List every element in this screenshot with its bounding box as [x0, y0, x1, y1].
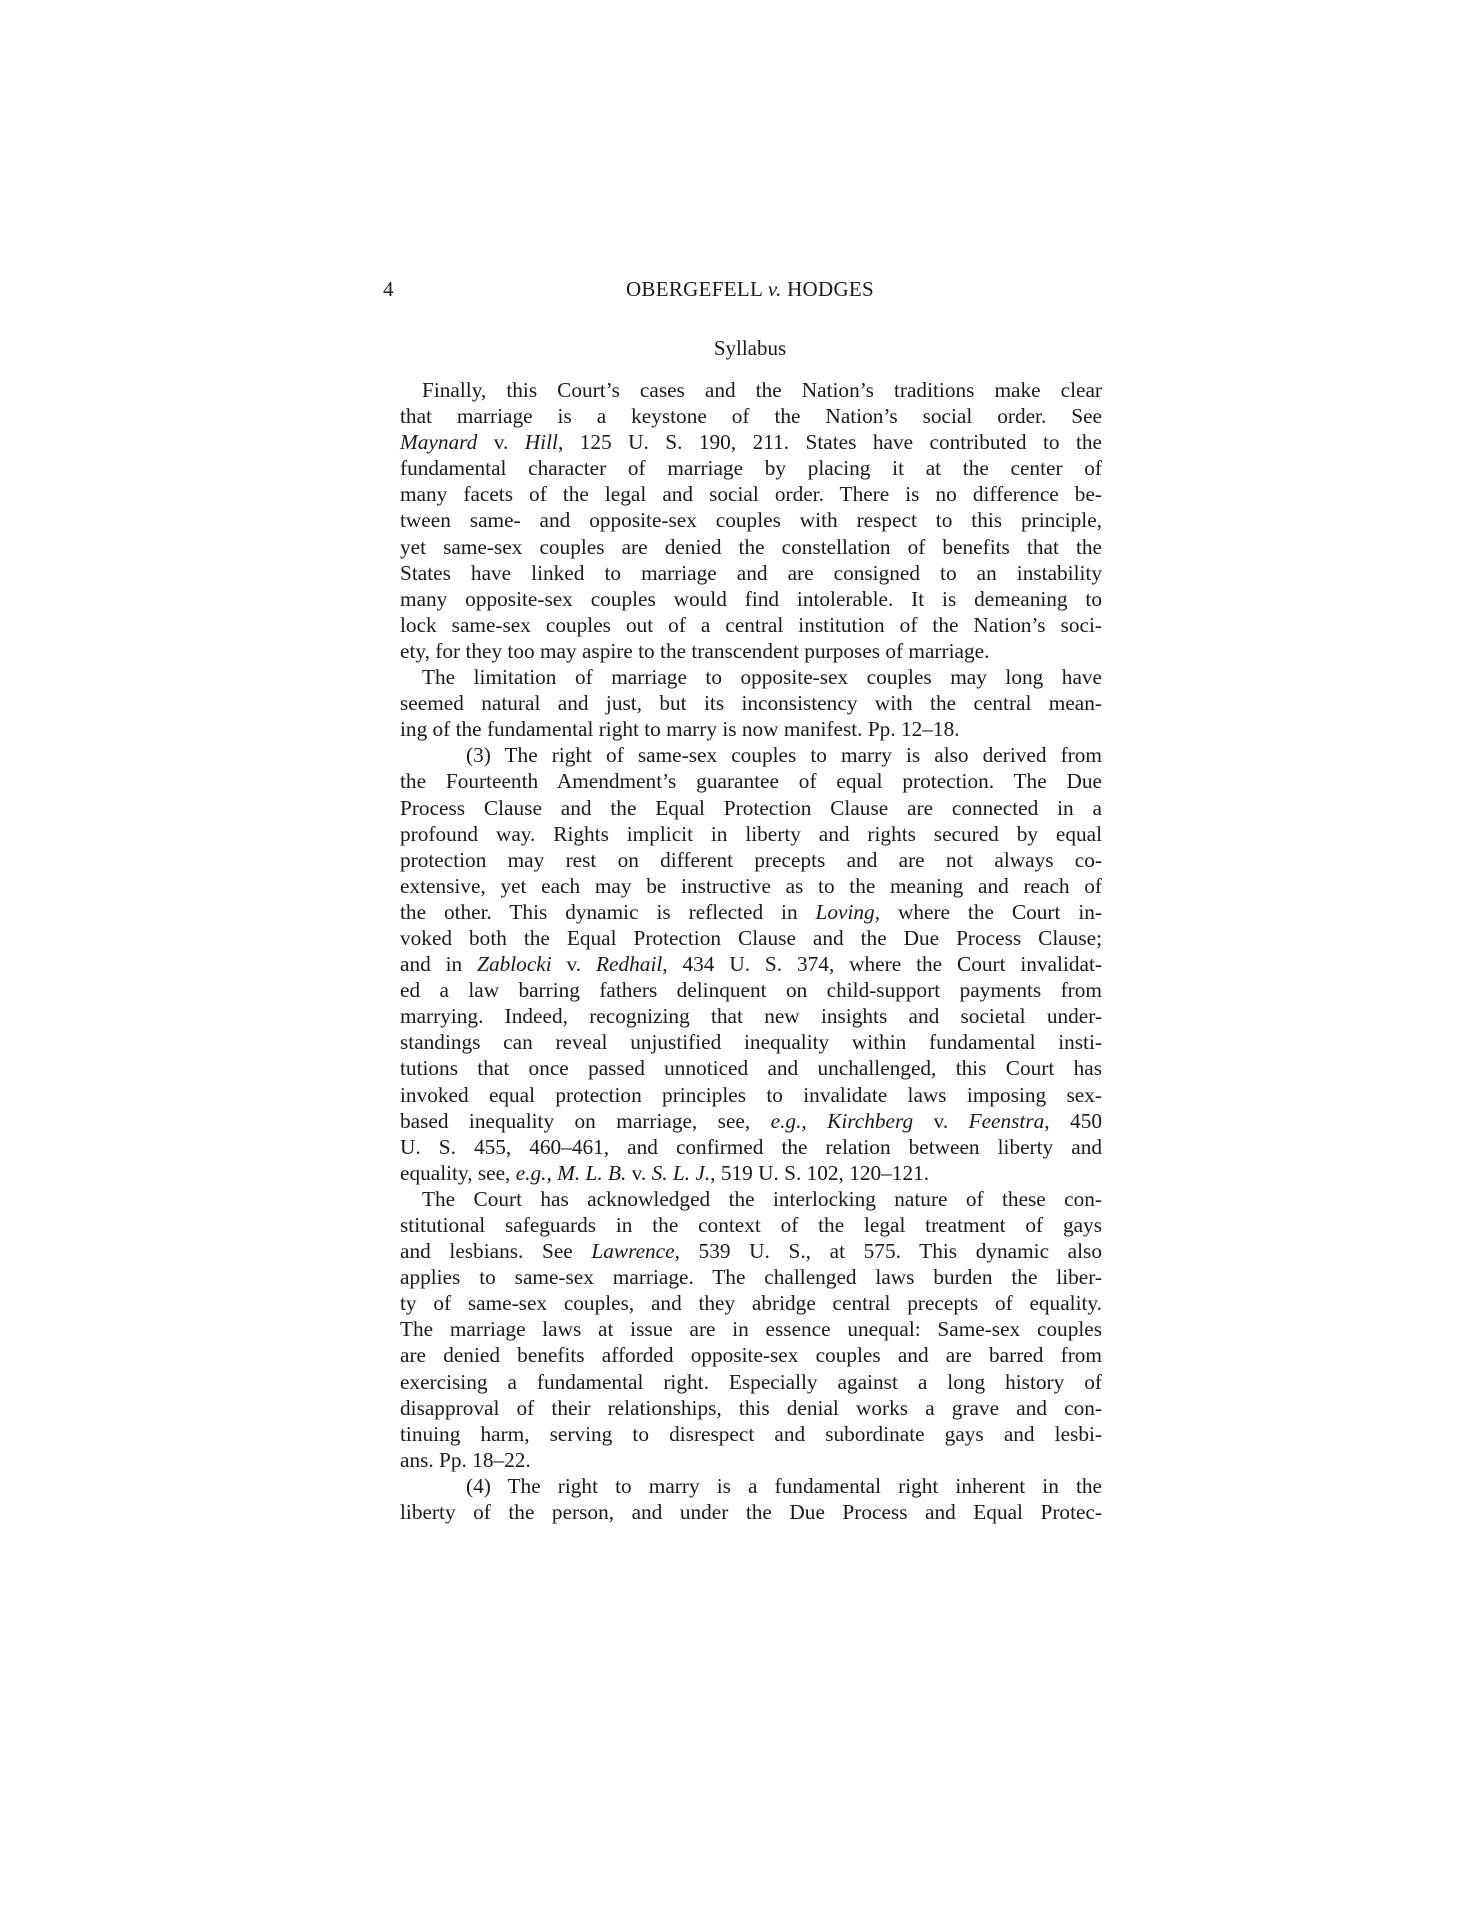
text-line [400, 899, 1102, 925]
case-title-part1: OBERGEFELL [625, 277, 768, 301]
text-run: Process Clause and the Equal Protection Clause are connected in a [400, 795, 1102, 820]
text-line [400, 873, 1102, 899]
text-run: standings can reveal unjustified inequality within fundamental insti- [400, 1030, 1102, 1055]
text-line [400, 690, 1102, 716]
text-run: profound way. Rights implicit in liberty and rights secured by equal [400, 821, 1102, 846]
text-run: ety, for they too may aspire to the transcendent purposes of marriage. [400, 638, 990, 663]
text-run: liberty of the person, and under the Due Process and Equal Protec- [400, 1500, 1102, 1525]
text-line [400, 377, 1102, 403]
page-number: 4 [383, 277, 394, 301]
text-line [400, 742, 1102, 768]
text-run: ing of the fundamental right to marry is now manifest. Pp. 12–18. [400, 717, 960, 742]
text-run: extensive, yet each may be instructive as to the meaning and reach of [400, 873, 1102, 898]
text-line [400, 1290, 1102, 1316]
text-line [400, 612, 1102, 638]
text-run: , 450 [1044, 1108, 1102, 1133]
text-line [400, 1186, 1102, 1212]
text-line [400, 951, 1102, 977]
text-run: and in [400, 952, 478, 977]
case-citation-italic: Zablocki [477, 952, 552, 977]
text-line [400, 507, 1102, 533]
case-citation-italic: Maynard [400, 430, 478, 455]
text-line [400, 795, 1102, 821]
text-run: U. S. 455, 460–461, and confirmed the relation between liberty and [400, 1134, 1102, 1159]
text-line [400, 925, 1102, 951]
text-run: (3) The right of same-sex couples to marry is also derived from [466, 743, 1102, 768]
text-run: , 519 U. S. 102, 120–121. [710, 1160, 930, 1185]
text-line [400, 1473, 1102, 1499]
case-citation-italic: Loving, [815, 899, 881, 924]
text-run: v. [551, 952, 597, 977]
text-run: lock same-sex couples out of a central institution of the Nation’s soci- [400, 612, 1102, 637]
text-run: many facets of the legal and social order. There is no difference be- [400, 482, 1102, 507]
case-citation-italic: Lawrence [591, 1239, 675, 1264]
text-line [400, 1238, 1102, 1264]
text-line [400, 1369, 1102, 1395]
text-line [400, 1342, 1102, 1368]
text-run: the other. This dynamic is reflected in [400, 899, 816, 924]
text-run: yet same-sex couples are denied the constellation of benefits that the [400, 534, 1102, 559]
text-run: Finally, this Court’s cases and the Nation’s traditions make clear [422, 378, 1102, 402]
text-line [400, 560, 1102, 586]
text-line [400, 455, 1102, 481]
text-line [400, 481, 1102, 507]
text-run: (4) The right to marry is a fundamental right inherent in the [466, 1473, 1102, 1498]
text-run: ty of same-sex couples, and they abridge central precepts of equality. [400, 1291, 1102, 1316]
text-run: equality, see, [400, 1160, 516, 1185]
case-citation-italic: e.g., M. L. B. [515, 1160, 627, 1185]
syllabus-body [400, 377, 1102, 1525]
text-line [400, 716, 1102, 742]
text-line [400, 1003, 1102, 1029]
text-line [400, 977, 1102, 1003]
text-run: where the Court in- [880, 899, 1102, 924]
text-run: many opposite-sex couples would find intolerable. It is demeaning to [400, 586, 1102, 611]
text-line [400, 1160, 1102, 1186]
text-line [400, 1212, 1102, 1238]
running-head [400, 276, 1100, 302]
text-line [400, 1421, 1102, 1447]
case-citation-italic: Redhail [596, 952, 663, 977]
text-run: v. [913, 1108, 969, 1133]
text-line [400, 534, 1102, 560]
text-run: The limitation of marriage to opposite-sex couples may long have [422, 665, 1102, 690]
case-citation-italic: Hill [524, 430, 558, 455]
text-line [400, 403, 1102, 429]
text-run: v. [477, 430, 525, 455]
section-label: Syllabus [713, 336, 787, 360]
text-run: The marriage laws at issue are in essence unequal: Same-sex couples [400, 1317, 1102, 1342]
text-line [400, 429, 1102, 455]
text-run: , 125 U. S. 190, 211. States have contributed to the [557, 430, 1102, 455]
text-run: stitutional safeguards in the context of the legal treatment of gays [400, 1213, 1102, 1237]
text-run: States have linked to marriage and are consigned to an instability [400, 560, 1102, 585]
text-line [400, 1029, 1102, 1055]
text-run: v. [626, 1160, 652, 1185]
text-run: invoked equal protection principles to invalidate laws imposing sex- [400, 1082, 1102, 1107]
text-line [400, 847, 1102, 873]
text-run: seemed natural and just, but its inconsistency with the central mean- [400, 691, 1102, 716]
text-run: tinuing harm, serving to disrespect and subordinate gays and lesbi- [400, 1421, 1102, 1446]
text-run: , 539 U. S., at 575. This dynamic also [674, 1239, 1102, 1264]
text-run: ans. Pp. 18–22. [400, 1447, 531, 1472]
text-run: voked both the Equal Protection Clause and the Due Process Clause; [400, 925, 1102, 950]
text-run: exercising a fundamental right. Especially against a long history of [400, 1369, 1102, 1394]
text-line [400, 1499, 1102, 1525]
text-run: that marriage is a keystone of the Nation’s social order. See [400, 404, 1102, 429]
text-line [400, 1316, 1102, 1342]
text-run: the Fourteenth Amendment’s guarantee of equal protection. The Due [400, 769, 1102, 794]
text-line [400, 1395, 1102, 1421]
text-line [400, 768, 1102, 794]
text-run: ed a law barring fathers delinquent on child-support payments from [400, 978, 1102, 1003]
case-title-part2: HODGES [781, 277, 875, 301]
text-run: The Court has acknowledged the interlocking nature of these con- [422, 1186, 1102, 1211]
text-run: tween same- and opposite-sex couples with respect to this principle, [400, 508, 1102, 533]
text-line [400, 1447, 1102, 1473]
text-line [400, 638, 1102, 664]
text-run: disapproval of their relationships, this denial works a grave and con- [400, 1395, 1102, 1420]
text-run: marrying. Indeed, recognizing that new insights and societal under- [400, 1004, 1102, 1029]
text-line [400, 1055, 1102, 1081]
case-citation-italic: S. L. J. [651, 1160, 711, 1185]
text-line [400, 1108, 1102, 1134]
text-line [400, 1082, 1102, 1108]
text-run: are denied benefits afforded opposite-sex couples and are barred from [400, 1343, 1102, 1368]
text-run: and lesbians. See [400, 1239, 592, 1264]
text-line [400, 586, 1102, 612]
text-run: based inequality on marriage, see, [400, 1108, 771, 1133]
case-title-versus: v. [767, 277, 782, 301]
case-citation-italic: e.g., Kirchberg [770, 1108, 914, 1133]
text-line [400, 1134, 1102, 1160]
text-run: protection may rest on different precepts and are not always co- [400, 847, 1102, 872]
text-line [400, 664, 1102, 690]
text-run: tutions that once passed unnoticed and unchallenged, this Court has [400, 1056, 1102, 1081]
text-line [400, 1264, 1102, 1290]
text-run: fundamental character of marriage by placing it at the center of [400, 456, 1102, 481]
text-line [400, 821, 1102, 847]
text-run: applies to same-sex marriage. The challenged laws burden the liber- [400, 1265, 1102, 1290]
case-citation-italic: Feenstra [968, 1108, 1045, 1133]
text-run: , 434 U. S. 374, where the Court invalidat- [662, 952, 1103, 977]
